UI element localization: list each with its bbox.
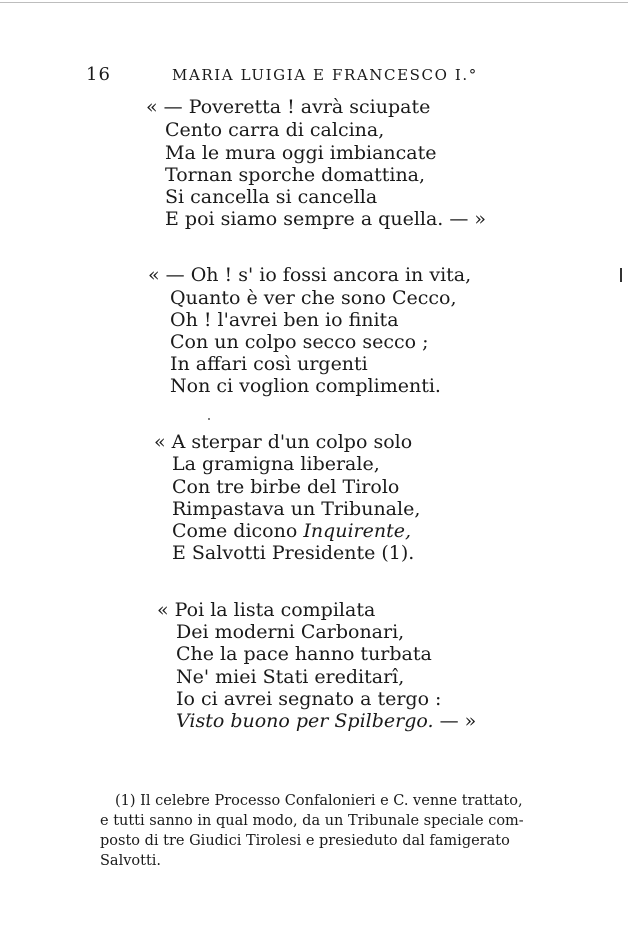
verse-line: La gramigna liberale, [172,453,380,475]
verse-text: Come dicono [172,520,304,542]
verse-line: Cento carra di calcina, [165,119,385,141]
verse-line: E Salvotti Presidente (1). [172,542,415,564]
verse-line: Ne' miei Stati ereditarî, [176,666,405,688]
running-title: MARIA LUIGIA E FRANCESCO I.° [172,66,478,84]
footnote-line: posto di tre Giudici Tirolesi e presieduto dal famigerato [100,833,510,849]
verse-line: Con un colpo secco secco ; [170,331,429,353]
verse-line: Si cancella si cancella [165,186,378,208]
footnote-line: (1) Il celebre Processo Confalonieri e C. venne trattato, [115,793,523,809]
verse-line: « A sterpar d'un colpo solo [154,431,413,453]
verse-line: « — Oh ! s' io fossi ancora in vita, [148,264,472,286]
verse-line: « — Poveretta ! avrà sciupate [146,96,431,118]
verse-line [176,710,476,732]
verse-line: E poi siamo sempre a quella. — » [165,208,487,230]
verse-text: — » [433,710,477,732]
margin-mark [620,268,622,282]
verse-line: Io ci avrei segnato a tergo : [176,688,442,710]
ink-speck [208,418,210,420]
top-rule [0,2,628,3]
verse-line: Oh ! l'avrei ben io finita [170,309,399,331]
verse-line: Ma le mura oggi imbiancate [165,142,437,164]
footnote-line: e tutti sanno in qual modo, da un Tribunale speciale com- [100,813,524,829]
verse-line: Quanto è ver che sono Cecco, [170,287,457,309]
verse-line: Rimpastava un Tribunale, [172,498,421,520]
verse-line: Con tre birbe del Tirolo [172,476,400,498]
verse-italic-text: Visto buono per Spilbergo. [176,710,434,732]
footnote-line: Salvotti. [100,853,162,869]
verse-line [172,520,411,542]
verse-line: Che la pace hanno turbata [176,643,432,665]
verse-line: Tornan sporche domattina, [165,164,426,186]
verse-line: « Poi la lista compilata [157,599,376,621]
verse-line: In affari così urgenti [170,353,368,375]
verse-line: Non ci voglion complimenti. [170,375,441,397]
page-header [0,64,628,88]
verse-italic-text: Inquirente, [303,520,412,542]
verse-line: Dei moderni Carbonari, [176,621,405,643]
page-number: 16 [86,64,111,85]
